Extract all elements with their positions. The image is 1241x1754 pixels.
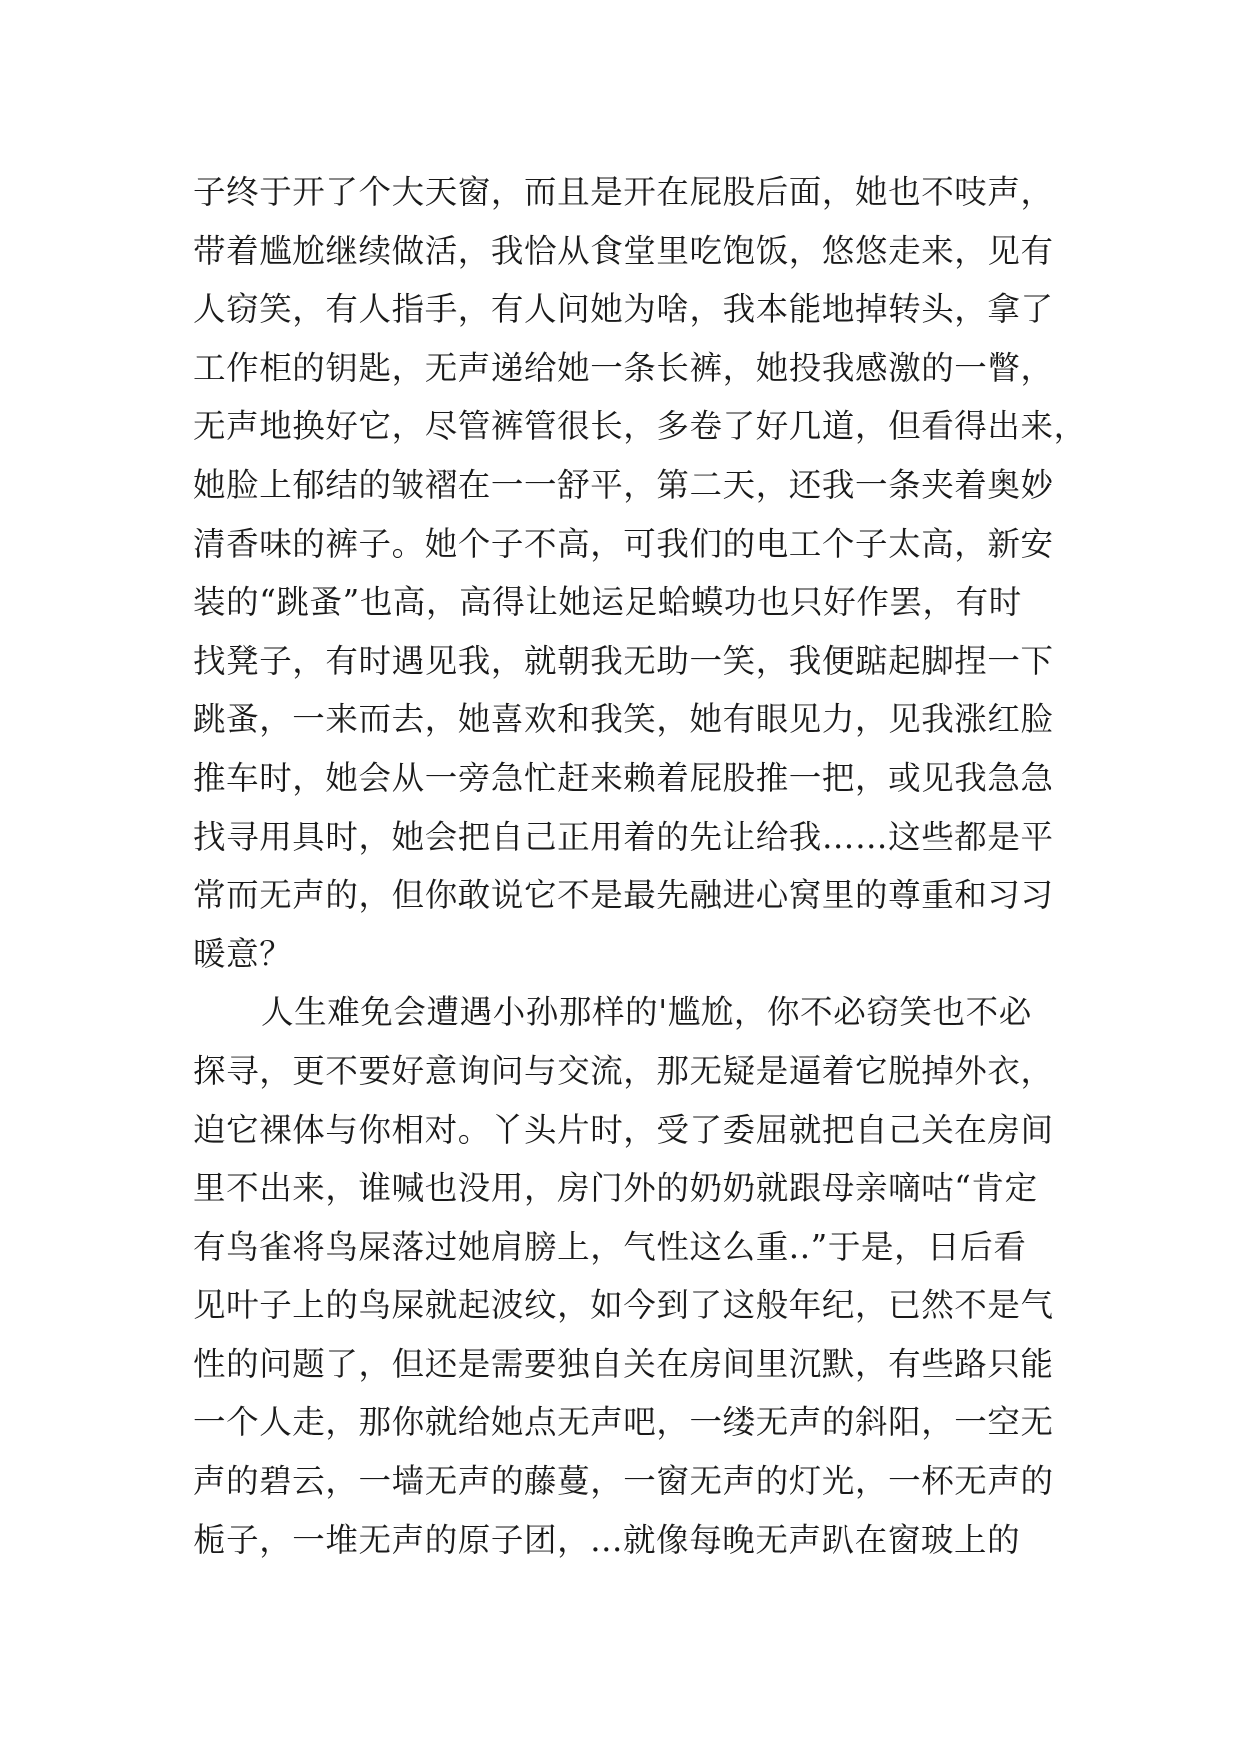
text-line: 栀子，一堆无声的原子团，...就像每晚无声趴在窗玻上的 — [193, 1520, 1021, 1559]
text-line: 人窃笑，有人指手，有人问她为啥，我本能地掉转头，拿了 — [193, 290, 1054, 329]
text-line: 清香味的裤子。她个子不高，可我们的电工个子太高，新安 — [193, 524, 1054, 563]
text-line: 推车时，她会从一旁急忙赶来赖着屁股推一把，或见我急急 — [193, 758, 1054, 797]
text-line: 迫它裸体与你相对。丫头片时，受了委屈就把自己关在房间 — [193, 1110, 1054, 1149]
text-line: 见叶子上的鸟屎就起波纹，如今到了这般年纪，已然不是气 — [193, 1286, 1054, 1325]
document-body — [193, 163, 1087, 1569]
paragraph-2 — [193, 983, 1073, 1569]
text-line: 子终于开了个大天窗，而且是开在屁股后面，她也不吱声， — [193, 173, 1054, 211]
text-line: 一个人走，那你就给她点无声吧，一缕无声的斜阳，一空无 — [193, 1403, 1054, 1442]
text-line: 常而无声的，但你敢说它不是最先融进心窝里的尊重和习习 — [193, 876, 1054, 915]
text-line: 性的问题了，但还是需要独自关在房间里沉默，有些路只能 — [193, 1344, 1054, 1383]
text-line: 跳蚤，一来而去，她喜欢和我笑，她有眼见力，见我涨红脸 — [193, 700, 1054, 739]
text-line: 带着尴尬继续做活，我恰从食堂里吃饱饭，悠悠走来，见有 — [193, 231, 1054, 270]
text-line: 暖意？ — [193, 934, 293, 973]
text-line: 探寻，更不要好意询问与交流，那无疑是逼着它脱掉外衣， — [193, 1051, 1054, 1090]
text-line: 找凳子，有时遇见我，就朝我无助一笑，我便踮起脚捏一下 — [193, 641, 1054, 680]
paragraph-1 — [193, 163, 1087, 983]
text-line: 装的“跳蚤”也高，高得让她运足蛤蟆功也只好作罢，有时 — [193, 583, 1022, 622]
text-line: 工作柜的钥匙，无声递给她一条长裤，她投我感激的一瞥， — [193, 348, 1054, 387]
text-line: 她脸上郁结的皱褶在一一舒平，第二天，还我一条夹着奥妙 — [193, 465, 1054, 504]
text-line: 有鸟雀将鸟屎落过她肩膀上，气性这么重..”于是，日后看 — [193, 1227, 1027, 1266]
text-line: 人生难免会遭遇小孙那样的'尴尬，你不必窃笑也不必 — [261, 993, 1032, 1032]
text-line: 找寻用具时，她会把自己正用着的先让给我……这些都是平 — [193, 817, 1054, 856]
text-line: 声的碧云，一墙无声的藤蔓，一窗无声的灯光，一杯无声的 — [193, 1462, 1054, 1501]
text-line: 里不出来，谁喊也没用，房门外的奶奶就跟母亲嘀咕“肯定 — [193, 1169, 1038, 1208]
text-line: 无声地换好它，尽管裤管很长，多卷了好几道，但看得出来， — [193, 407, 1087, 446]
